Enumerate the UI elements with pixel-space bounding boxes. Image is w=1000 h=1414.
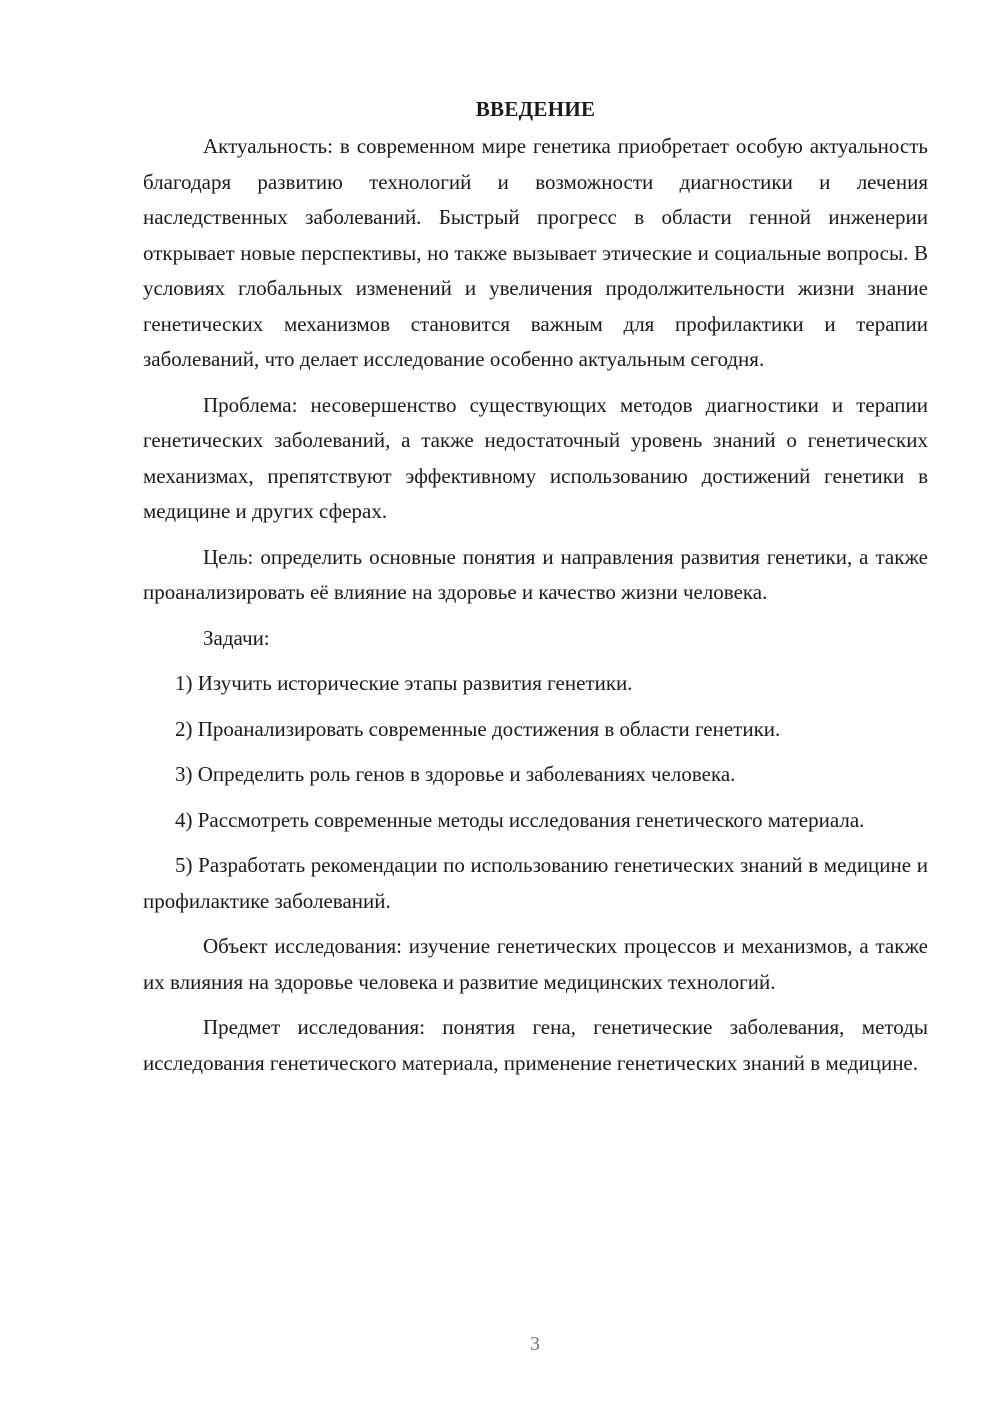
document-page [143,92,928,1091]
task-item: 3) Определить роль генов в здоровье и заболеваниях человека. [175,762,736,786]
paragraph-relevance: Актуальность: в современном мире генетика приобретает особую актуальность благодаря развитию технологий и возможности диагностики и лечения наследственных заболеваний. Быстрый прогресс в области генной инженерии открывает новые перспективы, но также вызывает этические и социальные вопросы. В условиях глобальных изменений и увеличения продолжительности жизни знание генетических механизмов становится важным для профилактики и терапии заболеваний, что делает исследование особенно актуальным сегодня. [143,134,928,371]
task-item: 2) Проанализировать современные достижения в области генетики. [175,716,781,741]
section-title: ВВЕДЕНИЕ [475,97,596,121]
paragraph-subject: Предмет исследования: понятия гена, генетические заболевания, методы исследования генетического материала, применение генетических знаний в медицине. [143,1015,928,1075]
task-item: 4) Рассмотреть современные методы исследования генетического материала. [175,807,865,832]
page-number: 3 [530,1333,540,1355]
task-item: 1) Изучить исторические этапы развития генетики. [175,671,633,695]
tasks-list [143,666,928,919]
task-item: 5) Разработать рекомендации по использованию генетических знаний в медицине и профилактике заболеваний. [143,853,928,913]
paragraph-problem: Проблема: несовершенство существующих методов диагностики и терапии генетических заболеваний, а также недостаточный уровень знаний о генетических механизмах, препятствуют эффективному использованию достижений генетики в медицине и других сферах. [143,392,928,523]
paragraph-object: Объект исследования: изучение генетических процессов и механизмов, а также их влияния на здоровье человека и развитие медицинских технологий. [143,934,928,994]
paragraph-goal: Цель: определить основные понятия и направления развития генетики, а также проанализировать её влияние на здоровье и качество жизни человека. [143,544,928,604]
tasks-heading: Задачи: [203,625,270,650]
